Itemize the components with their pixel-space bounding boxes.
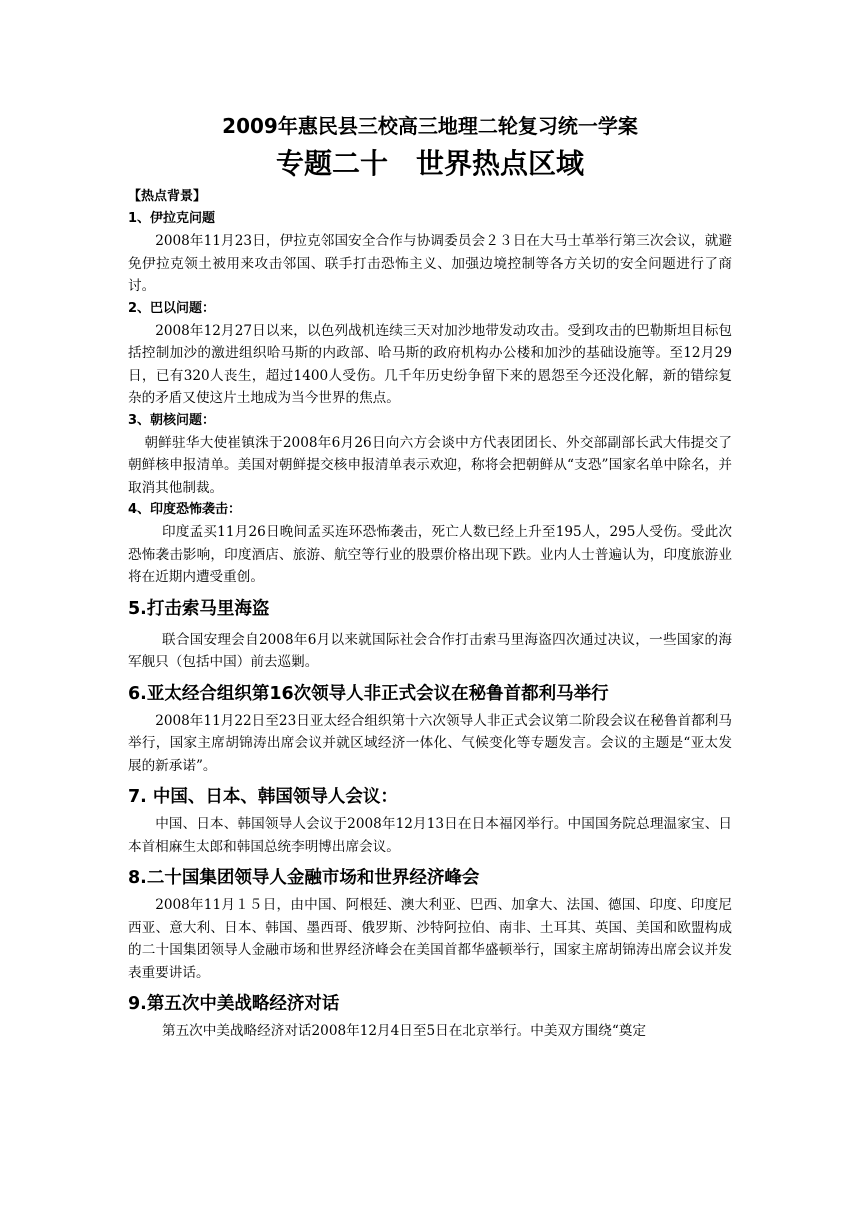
section-body-sed: 第五次中美战略经济对话2008年12月4日至5日在北京举行。中美双方围绕“奠定 — [162, 1023, 646, 1039]
section-body-apec: 2008年11月22日至23日亚太经合组织第十六次领导人非正式会议第二阶段会议在秘鲁首都利马举行，国家主席胡锦涛出席会议并就区域经济一体化、气候变化等专题发言。会议的主题是“亚太发展的新承诺”。 — [128, 712, 732, 774]
document-title: 2009年惠民县三校高三地理二轮复习统一学案 — [222, 114, 638, 138]
section-body-india-attack: 印度孟买11月26日晚间孟买连环恐怖袭击，死亡人数已经上升至195人，295人受伤。受此次恐怖袭击影响，印度酒店、旅游、航空等行业的股票价格出现下跌。业内人士普遍认为，印度旅游业将在近期内遭受重创。 — [128, 524, 732, 585]
section-body-cjk-summit: 中国、日本、韩国领导人会议于2008年12月13日在日本福冈举行。中国国务院总理温家宝、日本首相麻生太郎和韩国总统李明博出席会议。 — [128, 816, 732, 855]
section-body-somalia: 联合国安理会自2008年6月以来就国际社会合作打击索马里海盗四次通过决议，一些国家的海军舰只（包括中国）前去巡剿。 — [128, 631, 732, 670]
section-heading-somalia: 5.打击索马里海盗 — [128, 598, 270, 619]
document-subtitle: 专题二十 世界热点区域 — [275, 147, 584, 180]
section-body-iraq: 2008年11月23日，伊拉克邻国安全合作与协调委员会２３日在大马士革举行第三次会议，就避免伊拉克领土被用来攻击邻国、联手打击恐怖主义、加强边境控制等各方关切的安全问题进行了商讨。 — [128, 233, 732, 294]
background-label: 【热点背景】 — [128, 189, 207, 204]
section-body-israel-palestine: 2008年12月27日以来，以色列战机连续三天对加沙地带发动攻击。受到攻击的巴勒斯坦目标包括控制加沙的激进组织哈马斯的内政部、哈马斯的政府机构办公楼和加沙的基础设施等。至12月29日，已有320人丧生，超过1400人受伤。几千年历史纷争留下来的恩怨至今还没化解，新的错综复杂的矛盾又使这片土地成为当今世界的焦点。 — [128, 322, 732, 406]
document-page — [128, 108, 732, 1043]
section-heading-cjk-summit: 7. 中国、日本、韩国领导人会议： — [128, 787, 398, 807]
section-body-g20: 2008年11月１５日，由中国、阿根廷、澳大利亚、巴西、加拿大、法国、德国、印度、印度尼西亚、意大利、日本、韩国、墨西哥、俄罗斯、沙特阿拉伯、南非、土耳其、英国、美国和欧盟构成的二十国集团领导人金融市场和世界经济峰会在美国首都华盛顿举行，国家主席胡锦涛出席会议并发表重要讲话。 — [128, 897, 732, 981]
section-heading-g20: 8.二十国集团领导人金融市场和世界经济峰会 — [128, 868, 480, 888]
section-heading-apec: 6.亚太经合组织第16次领导人非正式会议在秘鲁首都利马举行 — [128, 683, 609, 704]
section-body-north-korea: 朝鲜驻华大使崔镇洙于2008年6月26日向六方会谈中方代表团团长、外交部副部长武大伟提交了朝鲜核申报清单。美国对朝鲜提交核申报清单表示欢迎，称将会把朝鲜从“支恐”国家名单中除名，并取消其他制裁。 — [128, 434, 732, 496]
section-heading-north-korea: 3、朝核问题： — [128, 412, 216, 428]
section-heading-sed: 9.第五次中美战略经济对话 — [128, 994, 340, 1014]
section-heading-israel-palestine: 2、巴以问题： — [128, 300, 216, 316]
section-heading-india-attack: 4、印度恐怖袭击： — [128, 502, 242, 517]
section-heading-iraq: 1、伊拉克问题 — [128, 211, 216, 226]
